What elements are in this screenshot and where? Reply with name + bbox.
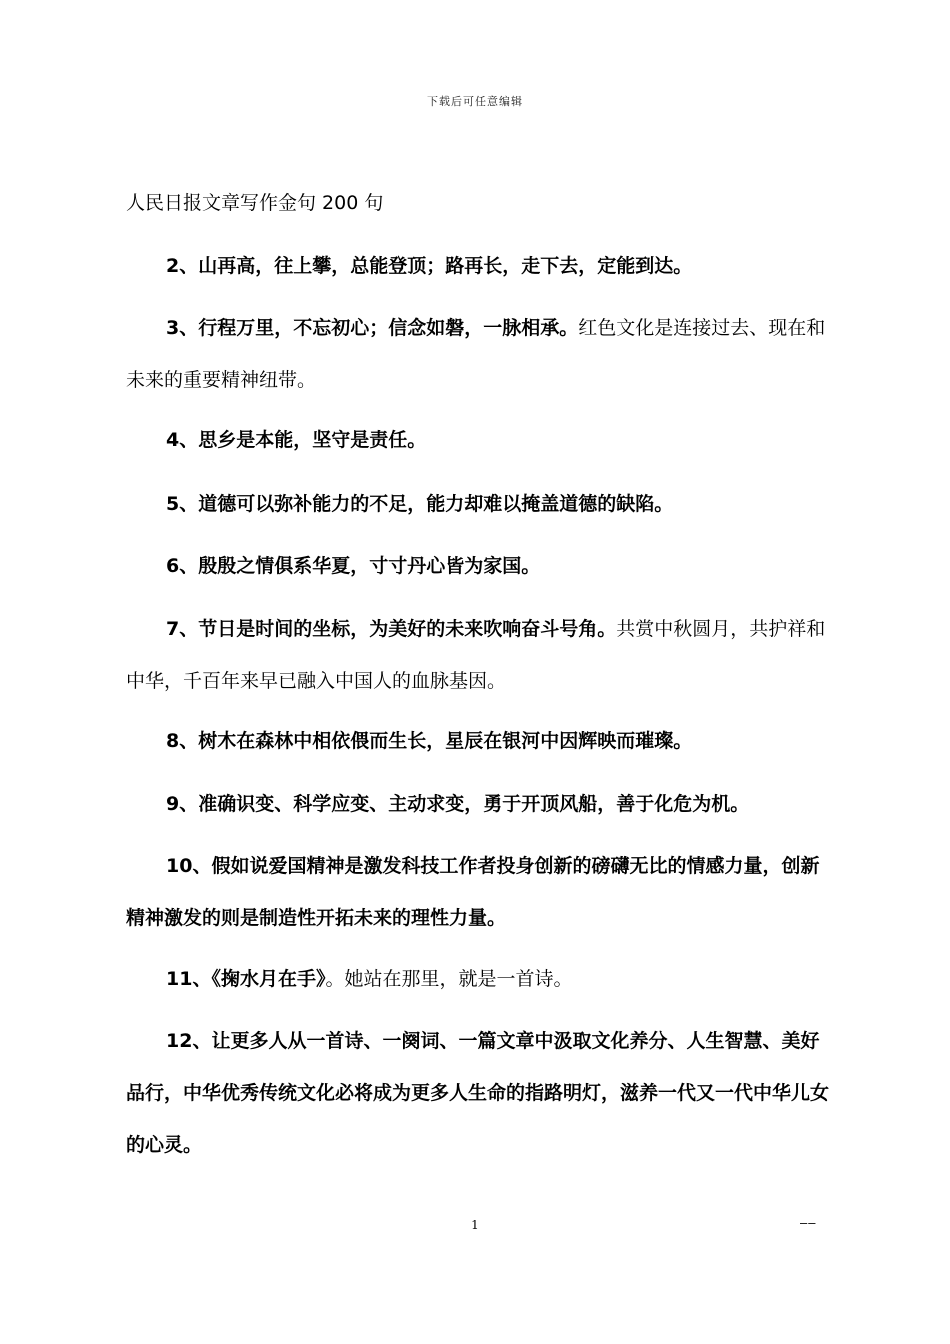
- item-bold-text: 5、道德可以弥补能力的不足，能力却难以掩盖道德的缺陷。: [166, 493, 674, 515]
- list-item: [126, 1015, 832, 1171]
- item-bold-text: 10、假如说爱国精神是激发科技工作者投身创新的磅礴无比的情感力量，创新精神激发的则是制造性开拓未来的理性力量。: [126, 855, 820, 929]
- list-item: [126, 840, 832, 944]
- item-normal-text: 共赏中秋圆月，共护祥和中华，千百年来早已融入中国人的血脉基因。: [126, 618, 826, 692]
- list-item: [126, 302, 832, 406]
- item-bold-text: 2、山再高，往上攀，总能登顶；路再长，走下去，定能到达。: [166, 255, 693, 277]
- list-item: [126, 953, 832, 1005]
- page-header: 下载后可任意编辑: [427, 95, 523, 108]
- item-bold-text: 12、让更多人从一首诗、一阕词、一篇文章中汲取文化养分、人生智慧、美好品行，中华优秀传统文化必将成为更多人生命的指路明灯，滋养一代又一代中华儿女的心灵。: [126, 1030, 830, 1156]
- item-bold-text: 4、思乡是本能，坚守是责任。: [166, 429, 427, 451]
- page-number: 1: [471, 1218, 479, 1232]
- item-bold-text: 7、节日是时间的坐标，为美好的未来吹响奋斗号角。: [166, 618, 617, 640]
- list-item: [126, 715, 832, 767]
- footer-dash: ——: [800, 1216, 817, 1230]
- item-normal-text: 。她站在那里，就是一首诗。: [325, 968, 573, 990]
- list-item: [126, 603, 832, 707]
- list-item: [126, 414, 832, 466]
- list-item: [126, 540, 832, 592]
- item-normal-text: 红色文化是连接过去、现在和未来的重要精神纽带。: [126, 317, 826, 391]
- item-bold-text: 11、《掬水月在手》: [166, 968, 326, 990]
- item-bold-text: 6、殷殷之情俱系华夏，寸寸丹心皆为家国。: [166, 555, 541, 577]
- item-bold-text: 9、准确识变、科学应变、主动求变，勇于开顶风船，善于化危为机。: [166, 793, 750, 815]
- list-item: [126, 240, 832, 292]
- item-bold-text: 8、树木在森林中相依偎而生长，星辰在银河中因辉映而璀璨。: [166, 730, 693, 752]
- item-bold-text: 3、行程万里，不忘初心；信念如磐，一脉相承。: [166, 317, 579, 339]
- list-item: [126, 478, 832, 530]
- document-title: 人民日报文章写作金句 200 句: [126, 192, 384, 214]
- list-item: [126, 778, 832, 830]
